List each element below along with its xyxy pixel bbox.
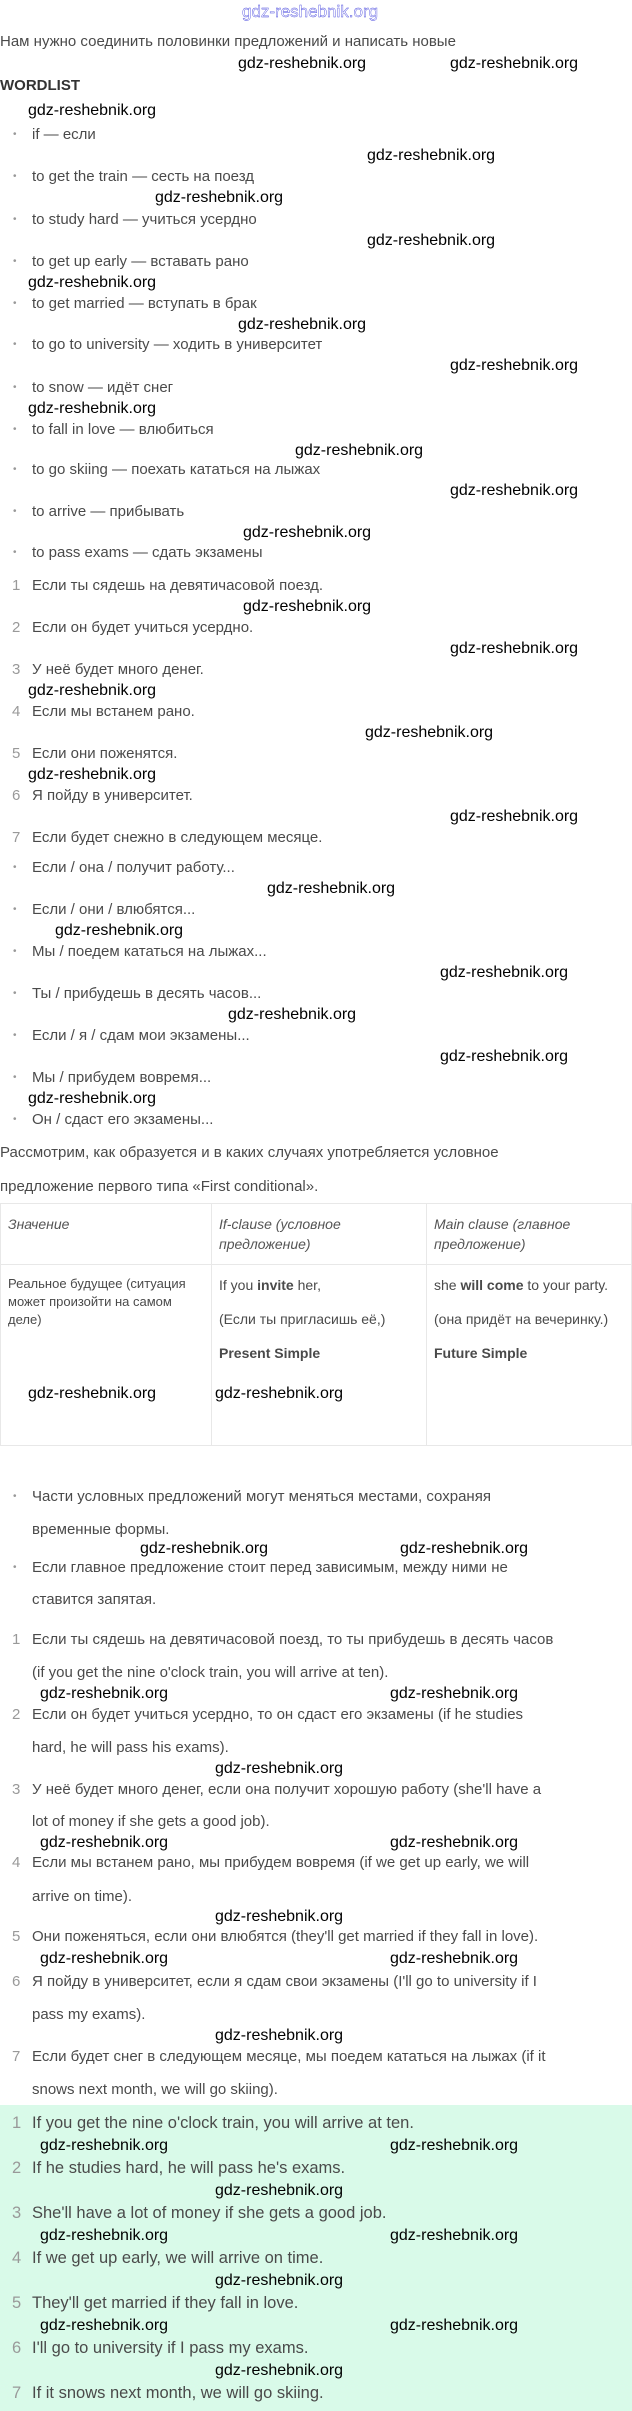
bullet-icon: • xyxy=(13,171,17,182)
watermark: gdz-reshebnik.org xyxy=(215,2027,344,2044)
item-text: pass my exams). xyxy=(32,2006,146,2023)
wordlist-item xyxy=(13,126,96,144)
english-answer xyxy=(12,2384,324,2402)
half-sentence-b xyxy=(13,1069,212,1087)
item-text: to study hard — учиться усердно xyxy=(32,211,257,228)
full-answer xyxy=(12,1781,542,1799)
watermark: gdz-reshebnik.org xyxy=(450,357,579,374)
wordlist-item xyxy=(13,253,249,271)
watermark: gdz-reshebnik.org xyxy=(367,232,496,249)
item-number: 2 xyxy=(12,619,21,636)
bullet-icon: • xyxy=(13,1114,17,1125)
note xyxy=(13,1488,491,1506)
item-number: 5 xyxy=(12,745,21,762)
item-text: arrive on time). xyxy=(32,1888,133,1905)
full-answer-cont xyxy=(32,1813,270,1831)
full-answer xyxy=(12,1973,537,1991)
item-text: ставится запятая. xyxy=(32,1591,157,1608)
item-text: to get married — вступать в брак xyxy=(32,295,257,312)
item-number: 2 xyxy=(12,2159,22,2177)
watermark: gdz-reshebnik.org xyxy=(40,1950,169,1967)
item-text: Я пойду в университет, если я сдам свои экзамены (I'll go to university if I xyxy=(32,1973,537,1990)
wordlist-title: WORDLIST xyxy=(0,77,80,94)
item-text: lot of money if she gets a good job). xyxy=(32,1813,270,1830)
half-sentence-a xyxy=(12,745,178,763)
watermark: gdz-reshebnik.org xyxy=(215,2182,344,2199)
watermark: gdz-reshebnik.org xyxy=(243,524,372,541)
half-sentence-b xyxy=(13,901,196,919)
item-text: if — если xyxy=(32,126,96,143)
site-logo: gdz-reshebnik.org xyxy=(242,2,379,21)
wordlist-item xyxy=(13,211,257,229)
full-answer xyxy=(12,1854,530,1872)
item-text: If we get up early, we will arrive on time. xyxy=(32,2249,324,2267)
watermark: gdz-reshebnik.org xyxy=(390,1834,519,1851)
watermark: gdz-reshebnik.org xyxy=(28,102,157,119)
watermark: gdz-reshebnik.org xyxy=(28,274,157,291)
half-sentence-a xyxy=(12,577,324,595)
watermark: gdz-reshebnik.org xyxy=(295,442,424,459)
item-text: Если ты сядешь на девятичасовой поезд, то ты прибудешь в десять часов xyxy=(32,1631,554,1648)
header-meaning: Значение xyxy=(1,1204,212,1265)
watermark: gdz-reshebnik.org xyxy=(450,640,579,657)
item-number: 5 xyxy=(12,1928,21,1945)
item-number: 2 xyxy=(12,1706,21,1723)
meaning-text: Реальное будущее (ситуация может произойти на самом деле) xyxy=(8,1276,186,1327)
item-text: to arrive — прибывать xyxy=(32,503,185,520)
note-cont xyxy=(32,1521,169,1539)
item-text: Он / сдаст его экзамены... xyxy=(32,1111,214,1128)
watermark: gdz-reshebnik.org xyxy=(267,880,396,897)
item-text: У неё будет много денег. xyxy=(32,661,204,678)
item-text: временные формы. xyxy=(32,1521,170,1538)
watermark: gdz-reshebnik.org xyxy=(215,2362,344,2379)
item-text: Если мы встанем рано, мы прибудем вовремя (if we get up early, we will xyxy=(32,1854,530,1871)
item-text: to get the train — сесть на поезд xyxy=(32,168,254,185)
item-text: Если ты сядешь на девятичасовой поезд. xyxy=(32,577,324,594)
item-text: Если мы встанем рано. xyxy=(32,703,195,720)
half-sentence-b xyxy=(13,859,235,877)
full-answer-cont xyxy=(32,1664,388,1682)
header-if-clause: If-clause (условное предложение) xyxy=(212,1204,427,1265)
full-answer xyxy=(12,1928,539,1946)
item-number: 6 xyxy=(12,2339,22,2357)
full-answer xyxy=(12,1706,524,1724)
item-number: 7 xyxy=(12,829,21,846)
watermark: gdz-reshebnik.org xyxy=(215,2272,344,2289)
english-answer xyxy=(12,2294,299,2312)
watermark: gdz-reshebnik.org xyxy=(450,808,579,825)
watermark: gdz-reshebnik.org xyxy=(390,1685,519,1702)
watermark: gdz-reshebnik.org xyxy=(450,482,579,499)
english-answer xyxy=(12,2159,346,2177)
item-number: 1 xyxy=(12,577,21,594)
item-text: Если / я / сдам мои экзамены... xyxy=(32,1027,250,1044)
watermark: gdz-reshebnik.org xyxy=(155,189,284,206)
full-answer xyxy=(12,2048,546,2066)
half-sentence-b xyxy=(13,1111,214,1129)
half-sentence-b xyxy=(13,985,262,1003)
half-sentence-b xyxy=(13,943,267,961)
item-text: to pass exams — сдать экзамены xyxy=(32,544,263,561)
bullet-icon: • xyxy=(13,1030,17,1041)
cell-if-clause: If you invite her, (Если ты пригласишь её,) Present Simple xyxy=(212,1265,427,1446)
wordlist-item xyxy=(13,336,323,354)
watermark: gdz-reshebnik.org xyxy=(390,2227,519,2244)
item-text: If it snows next month, we will go skiing. xyxy=(32,2384,324,2402)
half-sentence-a xyxy=(12,661,204,679)
watermark: gdz-reshebnik.org xyxy=(40,2227,169,2244)
note xyxy=(13,1559,508,1577)
watermark: gdz-reshebnik.org xyxy=(28,766,157,783)
bullet-icon: • xyxy=(13,547,17,558)
item-text: Мы / прибудем вовремя... xyxy=(32,1069,212,1086)
wordlist-item xyxy=(13,379,174,397)
watermark: gdz-reshebnik.org xyxy=(238,55,367,72)
item-number: 4 xyxy=(12,1854,21,1871)
watermark: gdz-reshebnik.org xyxy=(390,2317,519,2334)
wordlist-item xyxy=(13,461,321,479)
item-number: 7 xyxy=(12,2384,22,2402)
item-text: hard, he will pass his exams). xyxy=(32,1739,229,1756)
item-number: 6 xyxy=(12,1973,21,1990)
explain-line-2: предложение первого типа «First conditional». xyxy=(0,1178,319,1195)
item-number: 3 xyxy=(12,1781,21,1798)
english-answer xyxy=(12,2249,324,2267)
item-text: Если будет снег в следующем месяце, мы поедем кататься на лыжах (if it xyxy=(32,2048,546,2065)
item-number: 1 xyxy=(12,2114,22,2132)
wordlist-item xyxy=(13,544,263,562)
wordlist-item xyxy=(13,421,214,439)
half-sentence-b xyxy=(13,1027,250,1045)
bullet-icon: • xyxy=(13,1562,17,1573)
item-text: Если / она / получит работу... xyxy=(32,859,235,876)
full-answer-cont xyxy=(32,2081,278,2099)
watermark: gdz-reshebnik.org xyxy=(228,1006,357,1023)
watermark: gdz-reshebnik.org xyxy=(440,1048,569,1065)
watermark: gdz-reshebnik.org xyxy=(140,1540,269,1557)
item-text: to go skiing — поехать кататься на лыжах xyxy=(32,461,321,478)
item-text: to go to university — ходить в университет xyxy=(32,336,323,353)
item-text: Если / они / влюбятся... xyxy=(32,901,196,918)
bullet-icon: • xyxy=(13,506,17,517)
full-answer-cont xyxy=(32,1888,132,1906)
item-text: Если будет снежно в следующем месяце. xyxy=(32,829,323,846)
watermark: gdz-reshebnik.org xyxy=(215,1760,344,1777)
item-text: If he studies hard, he will pass he's exams. xyxy=(32,2159,346,2177)
bullet-icon: • xyxy=(13,382,17,393)
item-number: 4 xyxy=(12,703,21,720)
bullet-icon: • xyxy=(13,464,17,475)
watermark: gdz-reshebnik.org xyxy=(450,55,579,72)
item-number: 1 xyxy=(12,1631,21,1648)
item-text: I'll go to university if I pass my exams. xyxy=(32,2339,309,2357)
bullet-icon: • xyxy=(13,988,17,999)
item-text: Если он будет учиться усердно. xyxy=(32,619,254,636)
watermark: gdz-reshebnik.org xyxy=(40,1685,169,1702)
item-number: 3 xyxy=(12,661,21,678)
cell-meaning xyxy=(1,1265,212,1446)
watermark: gdz-reshebnik.org xyxy=(390,2137,519,2154)
item-text: (if you get the nine o'clock train, you will arrive at ten). xyxy=(32,1664,389,1681)
item-text: snows next month, we will go skiing). xyxy=(32,2081,278,2098)
watermark: gdz-reshebnik.org xyxy=(55,922,184,939)
item-number: 4 xyxy=(12,2249,22,2267)
item-text: У неё будет много денег, если она получит хорошую работу (she'll have a xyxy=(32,1781,542,1798)
watermark: gdz-reshebnik.org xyxy=(215,1908,344,1925)
item-text: to get up early — вставать рано xyxy=(32,253,249,270)
item-text: They'll get married if they fall in love. xyxy=(32,2294,299,2312)
item-text: to snow — идёт снег xyxy=(32,379,174,396)
item-text: Части условных предложений могут меняться местами, сохраняя xyxy=(32,1488,491,1505)
watermark: gdz-reshebnik.org xyxy=(28,400,157,417)
item-text: to fall in love — влюбиться xyxy=(32,421,214,438)
note-cont xyxy=(32,1591,156,1609)
bullet-icon: • xyxy=(13,214,17,225)
item-text: Я пойду в университет. xyxy=(32,787,193,804)
english-answer xyxy=(12,2114,414,2132)
english-answer xyxy=(12,2339,309,2357)
item-text: Если он будет учиться усердно, то он сдаст его экзамены (if he studies xyxy=(32,1706,524,1723)
bullet-icon: • xyxy=(13,904,17,915)
wordlist-item xyxy=(13,168,254,186)
watermark: gdz-reshebnik.org xyxy=(440,964,569,981)
watermark: gdz-reshebnik.org xyxy=(238,316,367,333)
item-text: Если они поженятся. xyxy=(32,745,178,762)
bullet-icon: • xyxy=(13,1072,17,1083)
half-sentence-a xyxy=(12,703,195,721)
bullet-icon: • xyxy=(13,129,17,140)
item-number: 7 xyxy=(12,2048,21,2065)
cell-main-clause: she will come to your party. (она придёт на вечеринку.) Future Simple xyxy=(427,1265,632,1446)
half-sentence-a xyxy=(12,619,254,637)
half-sentence-a xyxy=(12,787,193,805)
item-number: 5 xyxy=(12,2294,22,2312)
english-answer xyxy=(12,2204,387,2222)
header-main-clause: Main clause (главное предложение) xyxy=(427,1204,632,1265)
watermark: gdz-reshebnik.org xyxy=(215,1385,344,1402)
watermark: gdz-reshebnik.org xyxy=(400,1540,529,1557)
watermark: gdz-reshebnik.org xyxy=(28,1090,157,1107)
bullet-icon: • xyxy=(13,298,17,309)
full-answer-cont xyxy=(32,2006,145,2024)
half-sentence-a xyxy=(12,829,323,847)
watermark: gdz-reshebnik.org xyxy=(367,147,496,164)
bullet-icon: • xyxy=(13,256,17,267)
wordlist-item xyxy=(13,503,185,521)
watermark: gdz-reshebnik.org xyxy=(40,2317,169,2334)
watermark: gdz-reshebnik.org xyxy=(40,2137,169,2154)
bullet-icon: • xyxy=(13,339,17,350)
item-text: Они поженяться, если они влюбятся (they'll get married if they fall in love). xyxy=(32,1928,539,1945)
bullet-icon: • xyxy=(13,424,17,435)
wordlist-item xyxy=(13,295,257,313)
bullet-icon: • xyxy=(13,1491,17,1502)
intro-text: Нам нужно соединить половинки предложений и написать новые xyxy=(0,33,456,50)
item-text: Мы / поедем кататься на лыжах... xyxy=(32,943,267,960)
item-number: 3 xyxy=(12,2204,22,2222)
watermark: gdz-reshebnik.org xyxy=(28,1385,157,1402)
watermark: gdz-reshebnik.org xyxy=(390,1950,519,1967)
watermark: gdz-reshebnik.org xyxy=(28,682,157,699)
item-text: Если главное предложение стоит перед зависимым, между ними не xyxy=(32,1559,508,1576)
conditional-table xyxy=(0,1203,632,1446)
item-text: If you get the nine o'clock train, you will arrive at ten. xyxy=(32,2114,414,2132)
item-text: Ты / прибудешь в десять часов... xyxy=(32,985,262,1002)
item-number: 6 xyxy=(12,787,21,804)
full-answer-cont xyxy=(32,1739,229,1757)
watermark: gdz-reshebnik.org xyxy=(243,598,372,615)
bullet-icon: • xyxy=(13,946,17,957)
explain-line-1: Рассмотрим, как образуется и в каких случаях употребляется условное xyxy=(0,1144,499,1161)
watermark: gdz-reshebnik.org xyxy=(365,724,494,741)
item-text: She'll have a lot of money if she gets a good job. xyxy=(32,2204,387,2222)
full-answer xyxy=(12,1631,554,1649)
watermark: gdz-reshebnik.org xyxy=(40,1834,169,1851)
bullet-icon: • xyxy=(13,862,17,873)
